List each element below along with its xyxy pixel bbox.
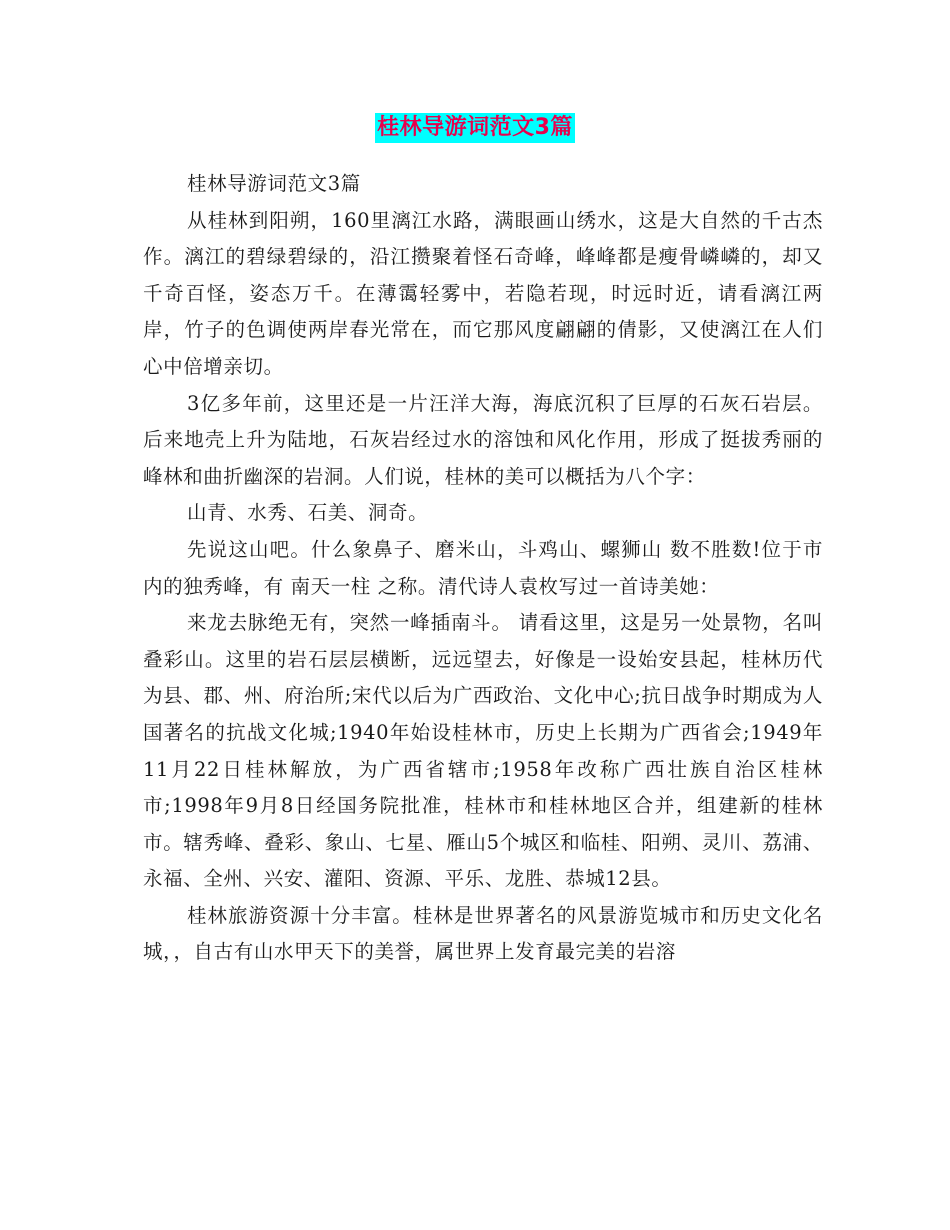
paragraph: 从桂林到阳朔，160里漓江水路，满眼画山绣水，这是大自然的千古杰作。漓江的碧绿碧绿的，沿江攒聚着怪石奇峰，峰峰都是瘦骨嶙嶙的，却又千奇百怪，姿态万千。在薄霭轻雾中，若隐若现，时远时近，请看漓江两岸，竹子的色调使两岸春光常在，而它那风度翩翩的倩影，又使漓江在人们心中倍增亲切。 xyxy=(143,208,823,378)
document-title: 桂林导游词范文3篇 xyxy=(375,113,575,143)
paragraph: 先说这山吧。什么象鼻子、磨米山，斗鸡山、螺狮山 数不胜数!位于市内的独秀峰，有 南天一柱 之称。清代诗人袁枚写过一首诗美她： xyxy=(143,537,823,598)
paragraph: 3亿多年前，这里还是一片汪洋大海，海底沉积了巨厚的石灰石岩层。后来地壳上升为陆地，石灰岩经过水的溶蚀和风化作用，形成了挺拔秀丽的峰林和曲折幽深的岩洞。人们说，桂林的美可以概括为八个字： xyxy=(143,391,823,488)
document-body xyxy=(143,166,823,971)
paragraph: 来龙去脉绝无有，突然一峰插南斗。 请看这里，这是另一处景物，名叫叠彩山。这里的岩石层层横断，远远望去，好像是一设始安县起，桂林历代为县、郡、州、府治所;宋代以后为广西政治、文化中心;抗日战争时期成为人国著名的抗战文化城;1940年始设桂林市，历史上长期为广西省会;1949年11月22日桂林解放，为广西省辖市;1958年改称广西壮族自治区桂林市;1998年9月8日经国务院批准，桂林市和桂林地区合并，组建新的桂林市。辖秀峰、叠彩、象山、七星、雁山5个城区和临桂、阳朔、灵川、荔浦、永福、全州、兴安、灌阳、资源、平乐、龙胜、恭城12县。 xyxy=(143,611,823,891)
paragraph: 桂林旅游资源十分丰富。桂林是世界著名的风景游览城市和历史文化名城，，自古有山水甲天下的美誉，属世界上发育最完美的岩溶 xyxy=(143,903,823,964)
paragraph: 桂林导游词范文3篇 xyxy=(187,172,361,195)
title-row xyxy=(0,113,950,143)
paragraph: 山青、水秀、石美、洞奇。 xyxy=(187,501,429,525)
